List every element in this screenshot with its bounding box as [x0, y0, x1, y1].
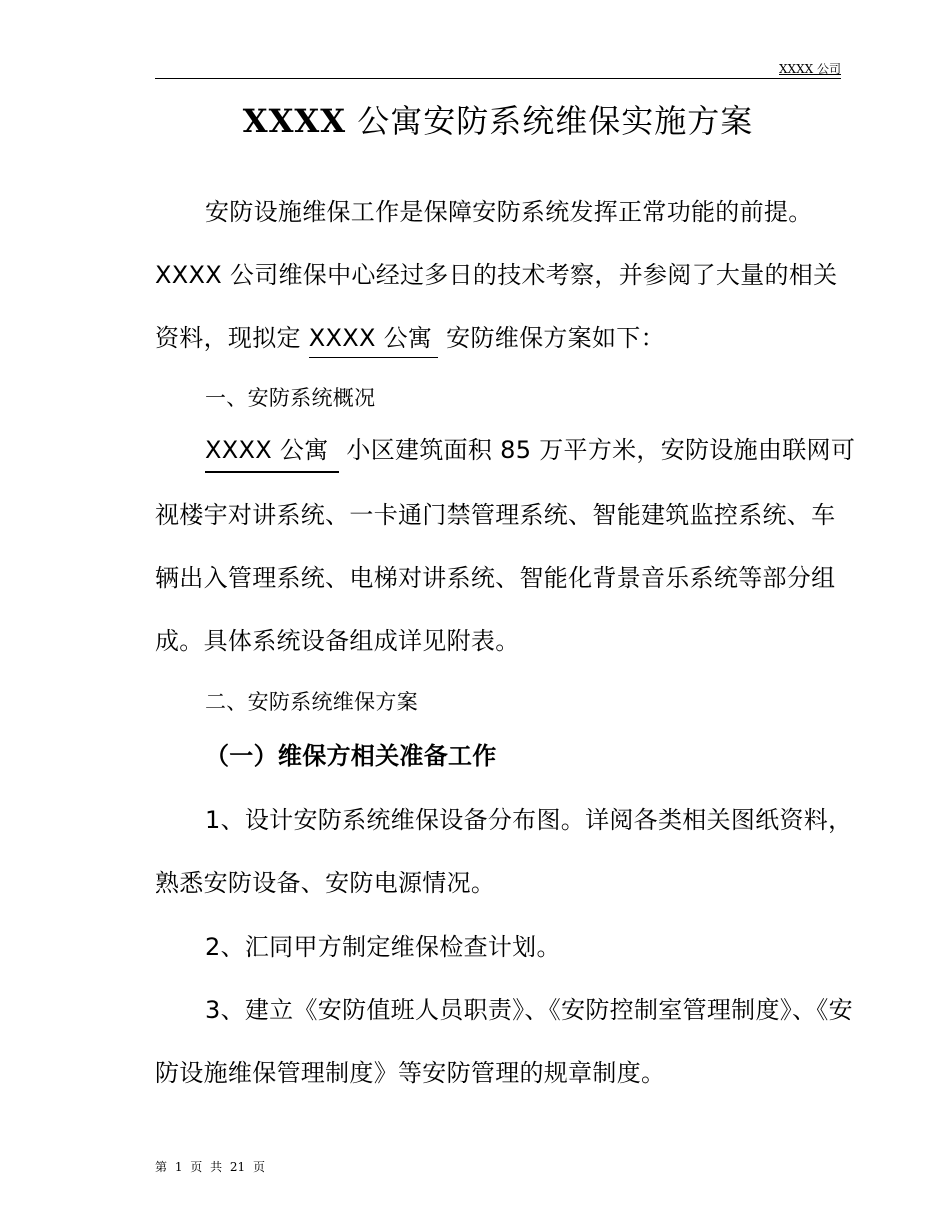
intro-line-3b: 安防维保方案如下： — [438, 324, 665, 352]
document-title — [155, 96, 841, 142]
page-header — [155, 60, 841, 77]
header-company: XXXX 公司 — [779, 62, 841, 76]
intro-line-1: 安防设施维保工作是保障安防系统发挥正常功能的前提。 — [205, 198, 813, 226]
intro-line-2: XXXX 公司维保中心经过多日的技术考察，并参阅了大量的相关 — [155, 261, 838, 289]
section1-line-2: 视楼宇对讲系统、一卡通门禁管理系统、智能建筑监控系统、车 — [155, 501, 836, 529]
section1-line-1 — [205, 430, 895, 473]
item2-line: 2、汇同甲方制定维保检查计划。 — [205, 933, 561, 961]
section1-heading: 一、安防系统概况 — [205, 386, 376, 410]
section2-heading: 二、安防系统维保方案 — [205, 690, 418, 714]
page-footer: 第 1 页 共 21 页 — [155, 1160, 265, 1174]
intro-line-3a: 资料，现拟定 — [155, 324, 309, 352]
section2-subheading: （一）维保方相关准备工作 — [205, 742, 497, 770]
section1-line-1-rest: 小区建筑面积 85 万平方米，安防设施由联网可 — [338, 436, 856, 464]
item3-line-2: 防设施维保管理制度》等安防管理的规章制度。 — [155, 1059, 666, 1087]
title-bold: XXXX — [242, 102, 347, 140]
intro-line-3 — [155, 318, 845, 358]
item1-line-2: 熟悉安防设备、安防电源情况。 — [155, 869, 496, 897]
item1-line-1: 1、设计安防系统维保设备分布图。详阅各类相关图纸资料， — [205, 806, 853, 834]
item3-line-1: 3、建立《安防值班人员职责》、《安防控制室管理制度》、《安 — [205, 996, 853, 1024]
section1-line-3: 辆出入管理系统、电梯对讲系统、智能化背景音乐系统等部分组 — [155, 564, 836, 592]
header-rule — [155, 78, 841, 79]
title-rest: 公寓安防系统维保实施方案 — [346, 102, 754, 140]
section1-underlined-name: XXXX 公寓 — [205, 430, 339, 473]
intro-underlined-name: XXXX 公寓 — [309, 318, 439, 358]
section1-line-4: 成。具体系统设备组成详见附表。 — [155, 627, 520, 655]
